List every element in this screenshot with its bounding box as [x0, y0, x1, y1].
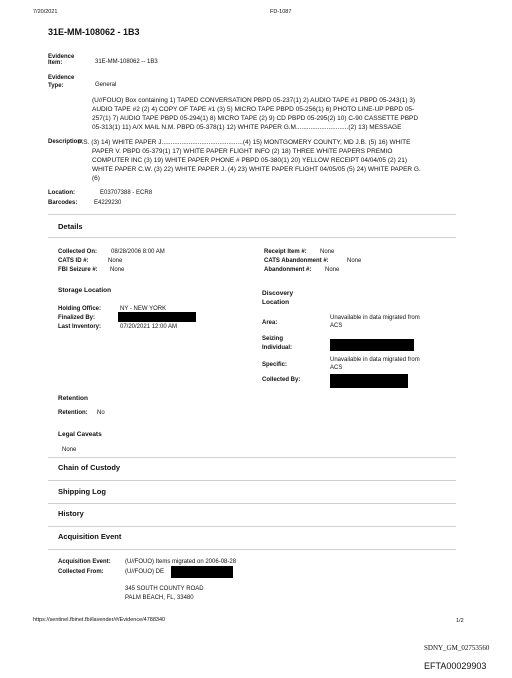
description-line: WHITE PAPER C.W. (3) 22) WHITE PAPER J. (4) 23) WHITE PAPER FLIGHT 04/05/05 (5) 24) WHITE PAPER G. — [92, 166, 421, 173]
acquisition-event-value: (U//FOUO) Items migrated on 2006-08-28 — [125, 559, 237, 565]
redaction-block — [171, 566, 233, 578]
divider — [48, 214, 456, 215]
description-label: Description: — [48, 139, 84, 145]
retention-value: No — [97, 410, 105, 416]
fbi-seizure-label: FBI Seizure #: — [58, 267, 98, 273]
print-date: 7/20/2021 — [33, 9, 58, 15]
form-number: FD-1087 — [270, 9, 292, 15]
barcode-value: E4229230 — [94, 200, 122, 206]
barcode-label: Barcodes: — [48, 200, 78, 206]
last-inventory-value: 07/20/2021 12:00 AM — [120, 324, 178, 330]
collected-from-value: (U//FOUO) DE — [125, 569, 164, 575]
divider — [48, 526, 456, 527]
discovery-title-2: Location — [262, 299, 290, 306]
record-id: 31E-MM-108062 - 1B3 — [48, 27, 140, 37]
page-number: 1/2 — [456, 618, 464, 624]
description-line: PAPER V. PBPD 05-379(1) 17) WHITE PAPER FLIGHT INFO (2) 18) THREE WHITE PAPERS PREMIO — [92, 148, 393, 155]
area-value-2: ACS — [330, 323, 343, 329]
cats-abandonment-label: CATS Abandonment #: — [264, 258, 329, 264]
efta-bates-number: EFTA00029903 — [424, 661, 487, 671]
description-line: 05-313(1) 11) A/X MAIL N.M. PBPD 05-378(1) 12) WHITE PAPER G.M.............................(2) 13) MESSAGE — [92, 124, 402, 131]
acquisition-event-section[interactable]: Acquisition Event — [58, 532, 122, 541]
receipt-label: Receipt Item #: — [264, 249, 307, 255]
details-title: Details — [58, 222, 83, 231]
area-label: Area: — [262, 320, 278, 326]
description-line: P.S. (3) 14) WHITE PAPER J.............................................(4) 15) MONTGOMERY COUNTY, MD J.B. (5) 16) WHITE — [78, 139, 411, 146]
cats-id-value: None — [108, 258, 123, 264]
retention-title: Retention — [58, 395, 88, 402]
divider — [48, 237, 456, 238]
collected-on-label: Collected On: — [58, 249, 98, 255]
fbi-seizure-value: None — [110, 267, 125, 273]
storage-title: Storage Location — [58, 287, 112, 294]
evidence-item-value: 31E-MM-108062 -- 1B3 — [95, 59, 158, 65]
last-inventory-label: Last Inventory: — [58, 324, 102, 330]
page-url[interactable]: https://sentinel.fbinet.fbi/lavender/#/Evidence/4788340 — [33, 617, 166, 623]
area-value-1: Unavailable in data migrated from — [330, 315, 420, 321]
redaction-block — [118, 312, 196, 322]
collected-by-label: Collected By: — [262, 377, 301, 383]
collected-from-label: Collected From: — [58, 569, 104, 575]
retention-label: Retention: — [58, 410, 88, 416]
evidence-item-label: Evidence Item: — [48, 54, 75, 66]
evidence-type-value: General — [95, 82, 117, 88]
description-line: AUDIO TAPE #2 (2) 4) COPY OF TAPE #1 (3) 5) MICRO TAPE PBPD 05-256(1) 6) PHOTO LINE-UP PBPD 05- — [92, 106, 415, 113]
seizing-label-1: Seizing — [262, 336, 284, 342]
divider — [48, 457, 456, 458]
specific-value-1: Unavailable in data migrated from — [330, 357, 420, 363]
shipping-log-section[interactable]: Shipping Log — [58, 487, 106, 496]
history-section[interactable]: History — [58, 509, 84, 518]
discovery-title-1: Discovery — [262, 290, 294, 297]
seizing-label-2: Individual: — [262, 345, 292, 351]
divider — [48, 549, 456, 550]
specific-label: Specific: — [262, 362, 288, 368]
acquisition-event-label: Acquisition Event: — [58, 559, 111, 565]
holding-office-label: Holding Office: — [58, 306, 101, 312]
legal-title: Legal Caveats — [58, 431, 102, 438]
cats-id-label: CATS ID #: — [58, 258, 89, 264]
redaction-block — [330, 374, 408, 388]
address-line-2: PALM BEACH, FL, 33480 — [125, 595, 194, 601]
specific-value-2: ACS — [330, 365, 343, 371]
holding-office-value: NY - NEW YORK — [120, 306, 167, 312]
chain-of-custody-section[interactable]: Chain of Custody — [58, 463, 121, 472]
location-label: Location: — [48, 190, 75, 196]
description-line: COMPUTER INC (3) 19) WHITE PAPER PHONE # PBPD 05-380(1) 20) YELLOW RECEIPT 04/04/05 (2) 21) — [92, 157, 407, 164]
finalized-by-label: Finalized By: — [58, 315, 96, 321]
description-line: (U//FOUO) Box containing 1) TAPED CONVERSATION PBPD 05-237(1) 2) AUDIO TAPE #1 PBPD 05-243(1) 3) — [92, 97, 416, 104]
sdny-bates-number: SDNY_GM_02753560 — [424, 644, 490, 652]
receipt-value: None — [320, 249, 335, 255]
abandonment-value: None — [325, 267, 340, 273]
divider — [48, 480, 456, 481]
abandonment-label: Abandonment #: — [264, 267, 312, 273]
redaction-block — [330, 339, 414, 351]
location-value: E03707388 - ECR8 — [100, 190, 153, 196]
description-line: (6) — [92, 175, 100, 182]
legal-value: None — [62, 447, 77, 453]
evidence-type-label: Evidence Type: — [48, 75, 75, 89]
address-line-1: 345 SOUTH COUNTY ROAD — [125, 586, 204, 592]
collected-on-value: 08/28/2006 8:00 AM — [111, 249, 165, 255]
cats-abandonment-value: None — [347, 258, 362, 264]
divider — [48, 503, 456, 504]
description-line: 257(1) 7) AUDIO TAPE PBPD 05-294(1) 8) MICRO TAPE (2) 9) CD PBPD 05-295(2) 10) C-90 CASSETTE PBPD — [92, 115, 419, 122]
